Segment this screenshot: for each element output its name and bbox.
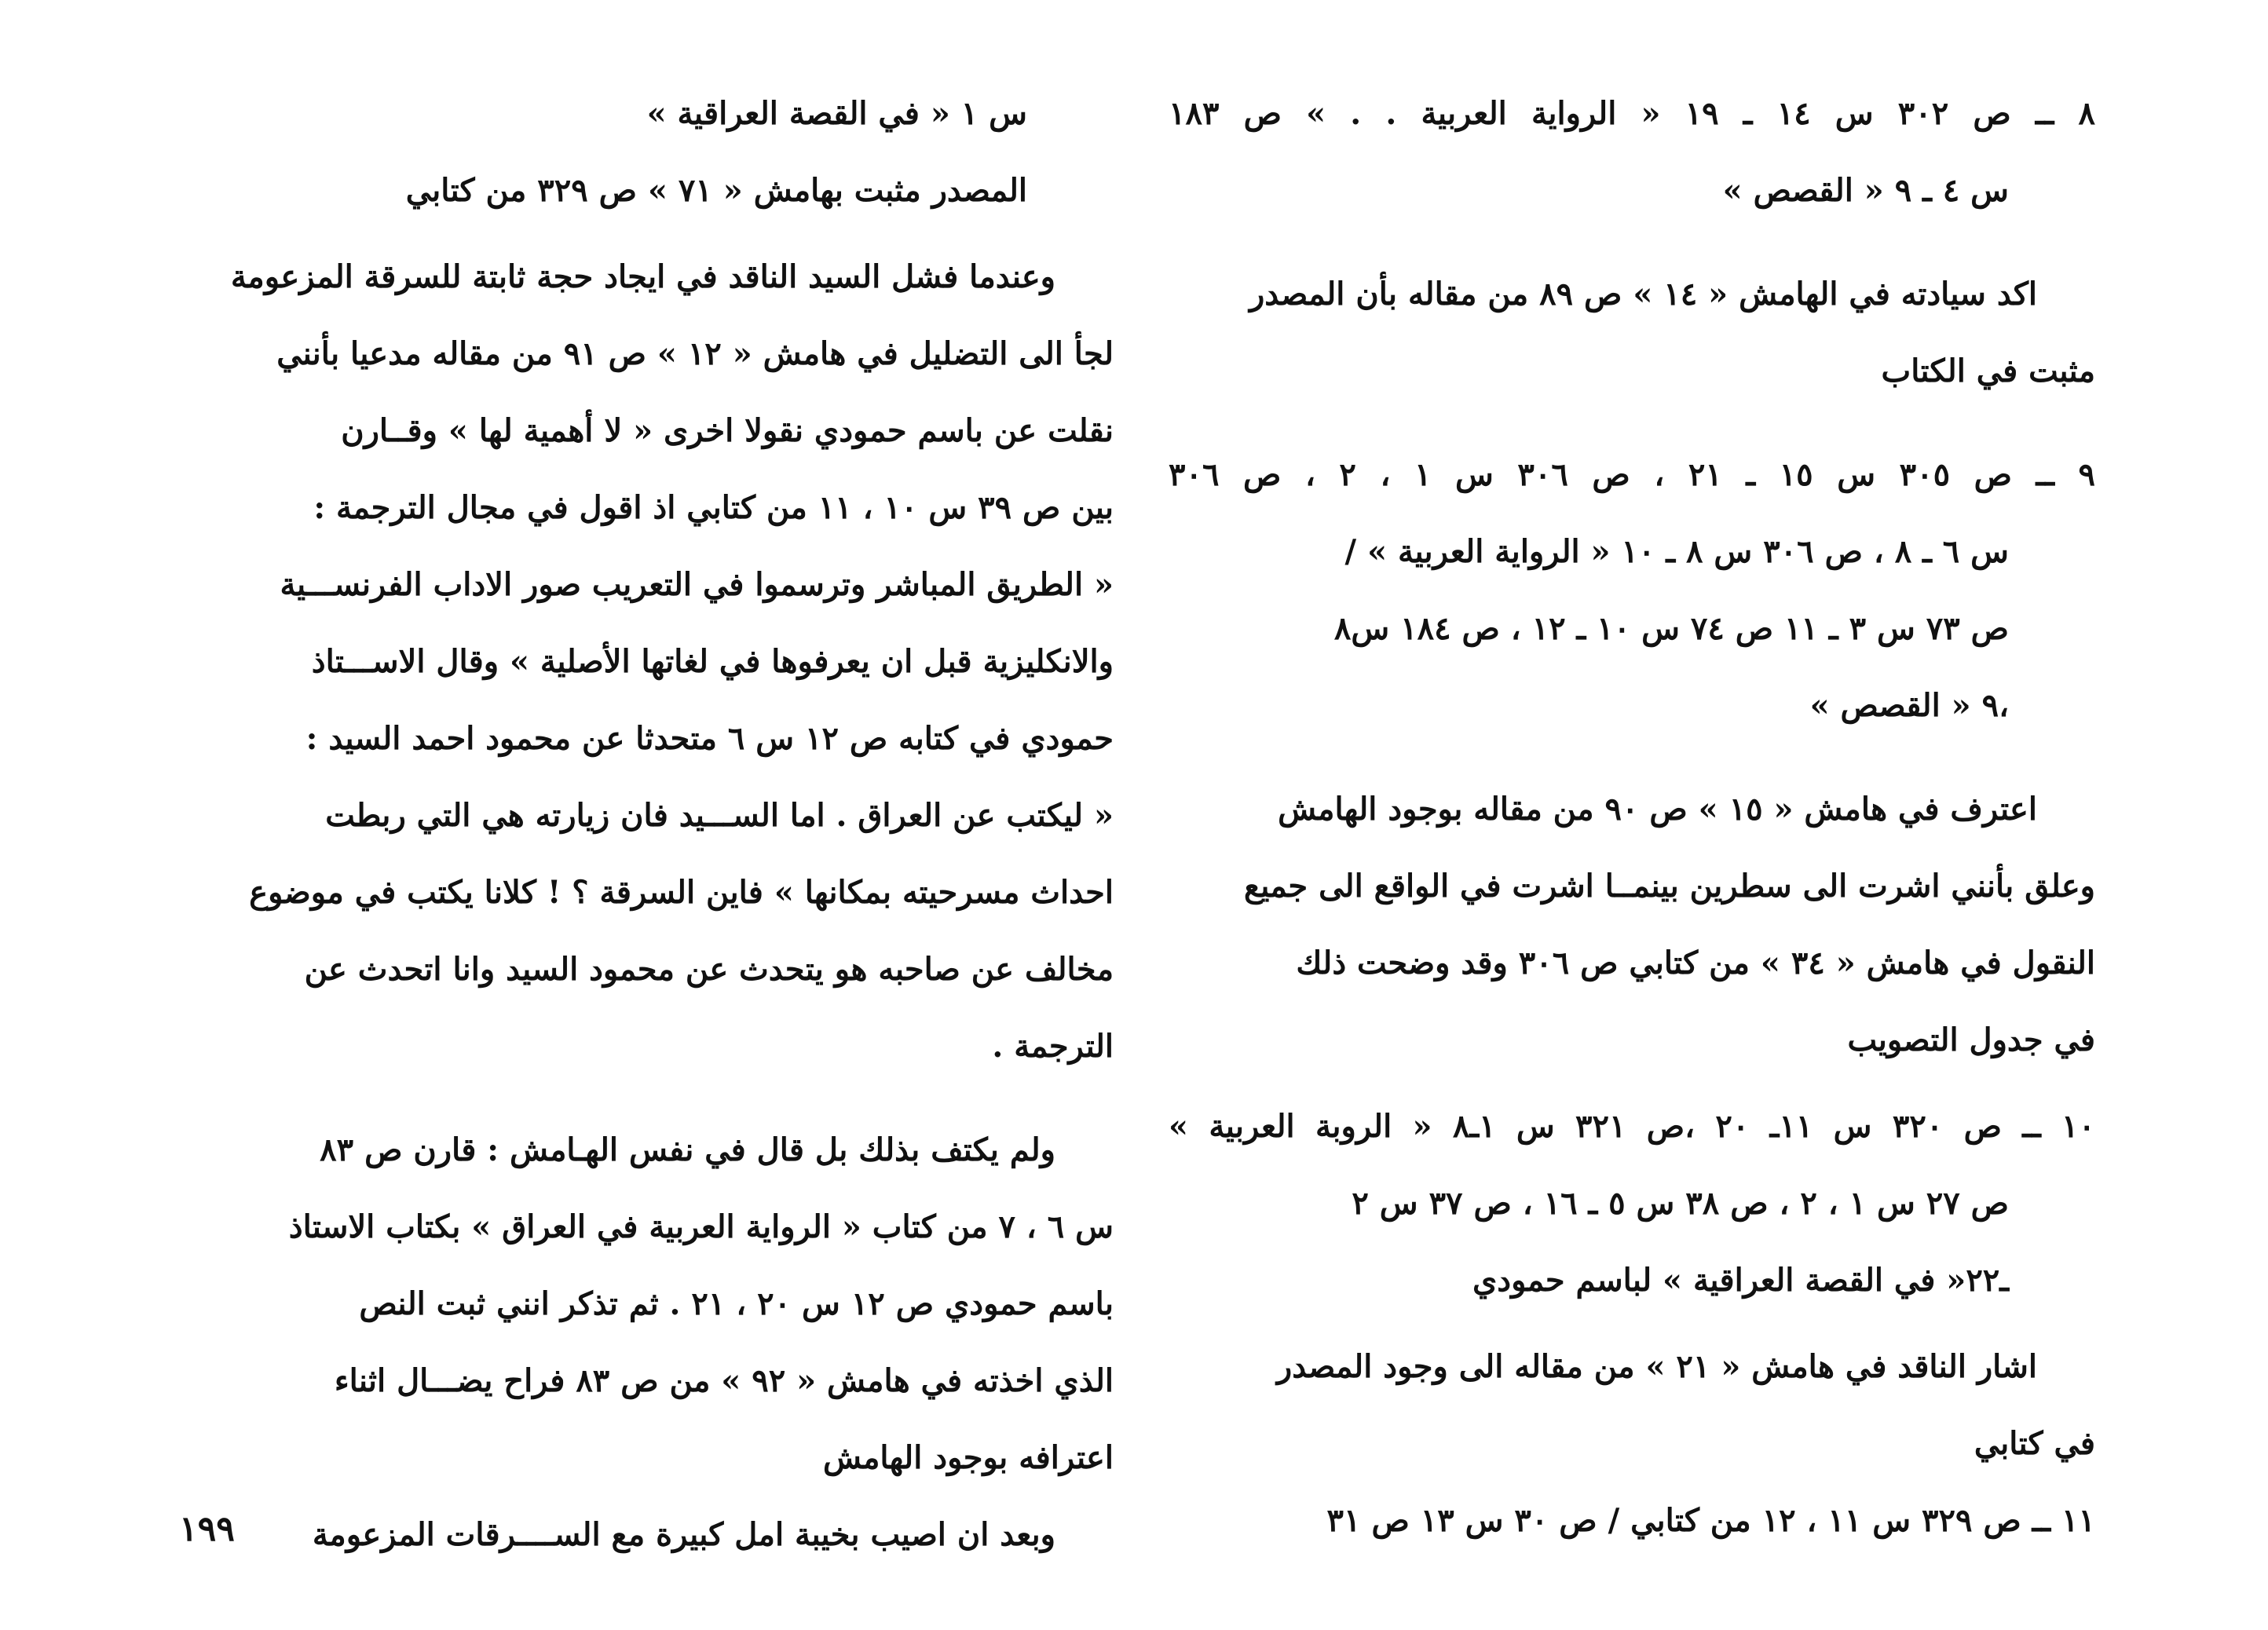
text-line: ٨ ــ ص ٣٠٢ س ١٤ ـ ١٩ « الرواية العربية . . » ص ١٨٣ — [1169, 95, 2095, 132]
text-line: اشار الناقد في هامش « ٢١ » من مقاله الى وجود المصدر — [1276, 1348, 2037, 1385]
text-line: اعترافه بوجود الهامش — [823, 1439, 1114, 1476]
paragraph-gap — [1169, 1079, 2095, 1088]
text-line: المصدر مثبت بهامش « ٧١ » ص ٣٢٩ من كتابي — [405, 172, 1027, 209]
text-line: بين ص ٣٩ س ١٠ ، ١١ من كتابي اذ اقول في مجال الترجمة : — [313, 489, 1114, 526]
text-line: مخالف عن صاحبه هو يتحدث عن محمود السيد وانا اتحدث عن — [304, 951, 1114, 988]
text-line: ،٩ « القصص » — [1809, 687, 2009, 724]
text-line: ص ٧٣ س ٣ ـ ١١ ص ٧٤ س ١٠ ـ ١٢ ، ص ١٨٤ س٨ — [1333, 610, 2009, 647]
text-line: ـ٢٢« في القصة العراقية » لباسم حمودي — [1472, 1262, 2009, 1299]
paragraph-gap — [1169, 229, 2095, 256]
text-line: س ١ « في القصة العراقية » — [646, 95, 1027, 132]
text-line: « ليكتب عن العراق . اما الســـيد فان زيارته هي التي ربطت — [325, 797, 1114, 834]
text-line: ١١ ــ ص ٣٢٩ س ١١ ، ١٢ من كتابي / ص ٣٠ س ١٣ ص ٣١ — [1326, 1502, 2095, 1539]
text-line: وعندما فشل السيد الناقد في ايجاد حجة ثابتة للسرقة المزعومة — [230, 258, 1055, 295]
text-line: احداث مسرحيته بمكانها » فاين السرقة ؟ ! كلانا يكتب في موضوع — [249, 874, 1114, 911]
text-line: س ٦ ـ ٨ ، ص ٣٠٦ س ٨ ـ ١٠ « الرواية العربية » / — [1344, 533, 2009, 570]
text-line: ٩ ــ ص ٣٠٥ س ١٥ ـ ٢١ ، ص ٣٠٦ س ١ ، ٢ ، ص ٣٠٦ — [1169, 456, 2096, 493]
text-line: وبعد ان اصيب بخيبة امل كبيرة مع الســــرقات المزعومة — [312, 1516, 1055, 1553]
text-line: والانكليزية قبل ان يعرفوها في لغاتها الأصلية » وقال الاســـتاذ — [311, 643, 1114, 680]
page-number: ١٩٩ — [179, 1509, 235, 1549]
text-line: مثبت في الكتاب — [1881, 353, 2095, 389]
right-column — [1169, 75, 2095, 1559]
text-line: « الطريق المباشر وترسموا في التعريب صور الاداب الفرنســـية — [280, 566, 1114, 603]
paragraph-gap — [1169, 1319, 2095, 1328]
text-line: النقول في هامش « ٣٤ » من كتابي ص ٣٠٦ وقد وضحت ذلك — [1296, 945, 2095, 981]
text-line: ولم يكتف بذلك بل قال في نفس الهـامش : قارن ص ٨٣ — [320, 1131, 1055, 1168]
text-line: الذي اخذته في هامش « ٩٢ » من ص ٨٣ فراح يضـــال اثناء — [334, 1362, 1114, 1399]
text-line: باسم حمودي ص ١٢ س ٢٠ ، ٢١ . ثم تذكر انني ثبت النص — [359, 1285, 1114, 1322]
paragraph-gap — [210, 1085, 1114, 1112]
text-line: س ٤ ـ ٩ « القصص » — [1722, 172, 2009, 209]
text-line: س ٦ ، ٧ من كتاب « الرواية العربية في العراق » بكتاب الاستاذ — [288, 1208, 1114, 1245]
text-line: ص ٢٧ س ١ ، ٢ ، ص ٣٨ س ٥ ـ ١٦ ، ص ٣٧ س ٢ — [1352, 1185, 2009, 1222]
text-line: اعترف في هامش « ١٥ » ص ٩٠ من مقاله بوجود الهامش — [1278, 791, 2037, 828]
text-line: لجأ الى التضليل في هامش « ١٢ » ص ٩١ من مقاله مدعيا بأنني — [276, 335, 1114, 372]
text-line: في كتابي — [1974, 1425, 2095, 1462]
text-line: نقلت عن باسم حمودي نقولا اخرى « لا أهمية لها » وقــارن — [341, 412, 1114, 449]
paragraph-gap — [1169, 744, 2095, 771]
text-line: ١٠ ــ ص ٣٢٠ س ١١ـ ٢٠ ،ص ٣٢١ س ١ـ٨ « الروبة العربية » — [1169, 1108, 2095, 1145]
text-line: اكد سيادته في الهامش « ١٤ » ص ٨٩ من مقاله بأن المصدر — [1249, 276, 2037, 312]
left-column — [210, 75, 1114, 1573]
paragraph-gap — [1169, 410, 2095, 437]
text-line: الترجمة . — [992, 1028, 1114, 1065]
text-line: حمودي في كتابه ص ١٢ س ٦ متحدثا عن محمود احمد السيد : — [305, 720, 1114, 757]
text-line: وعلق بأنني اشرت الى سطرين بينمــا اشرت في الواقع الى جميع — [1243, 868, 2095, 905]
paragraph-gap — [210, 229, 1114, 239]
text-line: في جدول التصويب — [1847, 1021, 2095, 1058]
